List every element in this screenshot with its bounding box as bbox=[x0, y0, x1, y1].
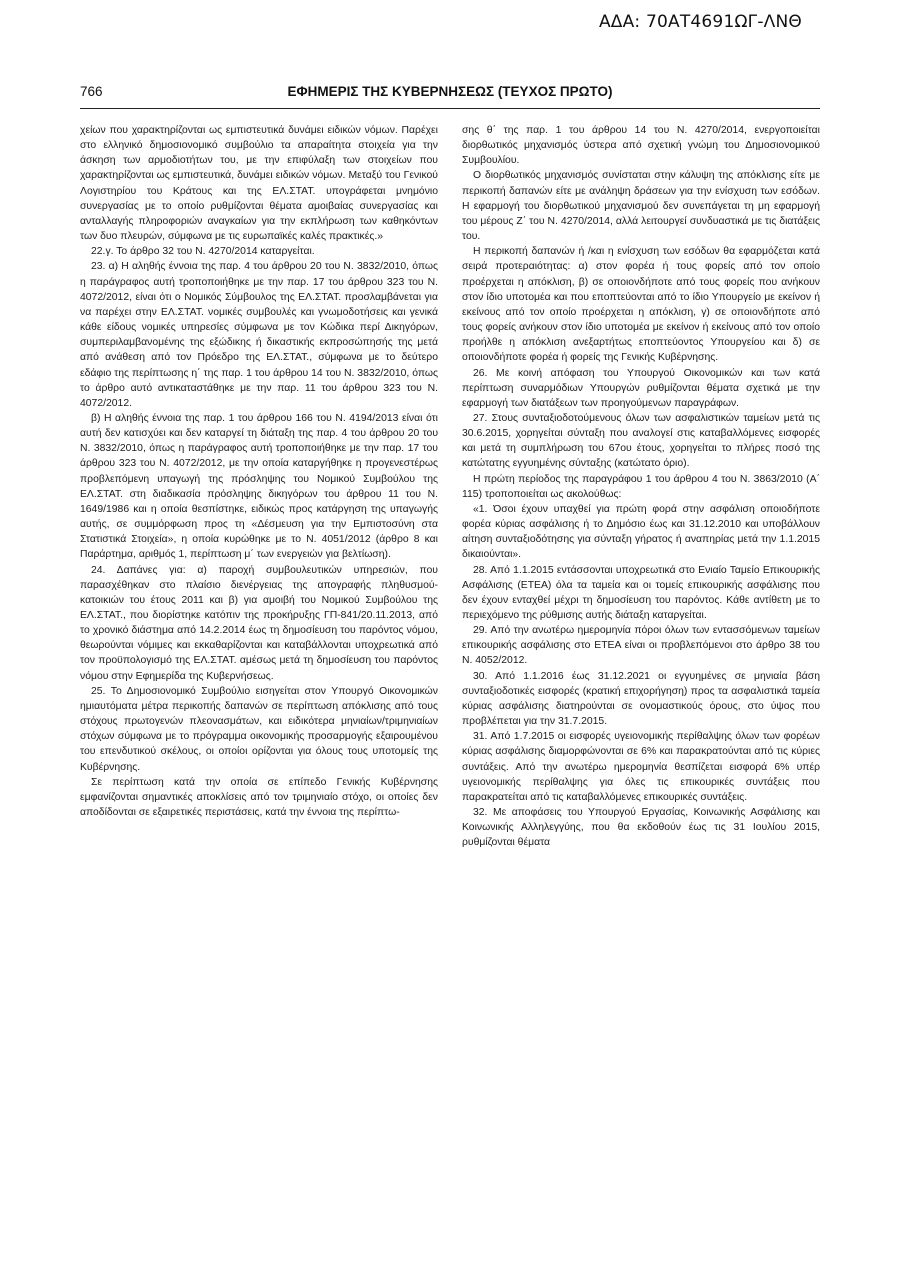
paragraph: 28. Από 1.1.2015 εντάσσονται υποχρεωτικά στο Ενιαίο Ταμείο Επικουρικής Ασφάλισης (ΕΤΕΑ) όλα τα ταμεία και οι τομείς επικουρικής ασφάλισης που δεν έχουν ενταχθεί μέχρι τη δημοσίευση του παρόντος. Κάθε αντίθετη με το περιεχόμενο της ρύθμισης αυτής διάταξη καταργείται. bbox=[462, 564, 820, 621]
paragraph: 22.γ. Το άρθρο 32 του Ν. 4270/2014 καταργείται. bbox=[91, 246, 315, 258]
paragraph: 27. Στους συνταξιοδοτούμενους όλων των ασφαλιστικών ταμείων μετά τις 30.6.2015, χορηγείται σύνταξη που αναλογεί στις καταβαλλόμενες εισφορές και μετά τη συμπλήρωση του 67ου έτους, χορηγείται το πλήρες ποσό της κατώτατης εγγυημένης σύνταξης (κατώτατο όριο). bbox=[462, 412, 820, 470]
paragraph: Ο διορθωτικός μηχανισμός συνίσταται στην κάλυψη της απόκλισης είτε με περικοπή δαπανών είτε με ανάληψη δράσεων για την ενίσχυση των εσόδων. Η εφαρμογή του διορθωτικού μηχανισμού δεν συνεπάγεται τη μη εφαρμογή του μέρους Ζ΄ του Ν. 4270/2014, αλλά λειτουργεί συνδυαστικά με τις διατάξεις του. bbox=[462, 170, 820, 243]
paragraph: 25. Το Δημοσιονομικό Συμβούλιο εισηγείται στον Υπουργό Οικονομικών ημιαυτόματα μέτρα περικοπής δαπανών σε περίπτωση απόκλισης από τους στόχους πρωτογενών πλεονασμάτων, και ειδικότερα μηνιαίων/τριμηνιαίων στόχων σύμφωνα με το πρόγραμμα οικονομικής προσαρμογής εξαιρουμένου του επενδυτικού σκέλους, οι οποίοι ορίζονται για όλους τους υποτομείς της Κυβέρνησης. bbox=[80, 685, 438, 773]
paragraph: 23. α) Η αληθής έννοια της παρ. 4 του άρθρου 20 του Ν. 3832/2010, όπως η παράγραφος αυτή τροποποιήθηκε με την παρ. 17 του άρθρου 323 του Ν. 4072/2012, είναι ότι ο Νομικός Σύμβουλος της ΕΛ.ΣΤΑΤ. προσλαμβάνεται για να παρέχει στην ΕΛ.ΣΤΑΤ. νομικές συμβουλές και γνωμοδοτήσεις και γενικά κάθε είδους νομικές υπηρεσίες σύμφωνα με τον Κώδικα περί Δικηγόρων, συμπεριλαμβανομένης της εξώδικης ή δικαστικής εκπροσώπησής της μετά από ανάθεση από τον Πρόεδρο της ΕΛ.ΣΤΑΤ., σύμφωνα με το δεύτερο εδάφιο της περίπτωσης η΄ της παρ. 1 του άρθρου 14 του Ν. 3832/2010, όπως το άρθρο αυτό αντικαταστάθηκε με την παρ. 11 του άρθρου 323 του Ν. 4072/2012. bbox=[80, 261, 438, 409]
ada-code: ΑΔΑ: 70ΑΤ4691ΩΓ-ΛΝΘ bbox=[598, 12, 802, 32]
paragraph: 30. Από 1.1.2016 έως 31.12.2021 οι εγγυημένες σε μηνιαία βάση συνταξιοδοτικές εισφορές (κρατική επιχορήγηση) προς τα ασφαλιστικά ταμεία κύριας ασφάλισης διατηρούνται σε ονομαστικούς όρους, στο ύψος που προβλέπεται για την 31.7.2015. bbox=[462, 670, 820, 728]
page-header bbox=[80, 84, 820, 106]
paragraph: β) Η αληθής έννοια της παρ. 1 του άρθρου 166 του Ν. 4194/2013 είναι ότι αυτή δεν κατισχύει και δεν καταργεί τη διάταξη της παρ. 4 του άρθρου 20 του Ν. 3832/2010, όπως η παράγραφος αυτή τροποποιήθηκε με την παρ. 17 του άρθρου 323 του Ν. 4072/2012, με την οποία καταργήθηκε η προγενεστέρως προβλεπόμενη υπαγωγή της πρόσληψης του Νομικού Συμβούλου της ΕΛ.ΣΤΑΤ. στη διαδικασία πρόσληψης δικηγόρων του άρθρου 11 του Ν. 1649/1986 και η οποία θεσπίστηκε, ειδικώς προς κατάργηση της υπαγωγής αυτής, σε συμμόρφωση προς τη «Δέσμευση για την Εμπιστοσύνη στα Στατιστικά Στοιχεία», η οποία κυρώθηκε με το Ν. 4051/2012 (άρθρο 8 και Παράρτημα, αριθμός 1, περίπτωση μ΄ των ενεργειών για βελτίωση). bbox=[80, 412, 438, 561]
paragraph: 29. Από την ανωτέρω ημερομηνία πόροι όλων των εντασσόμενων ταμείων επικουρικής ασφάλισης στο ΕΤΕΑ είναι οι προβλεπόμενοι στο άρθρο 38 του Ν. 4052/2012. bbox=[462, 625, 820, 667]
paragraph: 32. Με αποφάσεις του Υπουργού Εργασίας, Κοινωνικής Ασφάλισης και Κοινωνικής Αλληλεγγύης, που θα εκδοθούν έως τις 31 Ιουλίου 2015, ρυθμίζονται θέματα bbox=[462, 807, 820, 849]
paragraph: Η πρώτη περίοδος της παραγράφου 1 του άρθρου 4 του Ν. 3863/2010 (Α΄ 115) τροποποιείται ως ακολούθως: bbox=[462, 473, 820, 500]
paragraph: Η περικοπή δαπανών ή /και η ενίσχυση των εσόδων θα εφαρμόζεται κατά σειρά προτεραιότητας: α) στον φορέα ή τους φορείς από τον οποίο προέρχεται η απόκλιση, β) σε οποιονδήποτε από τους φορείς που ανήκουν στον ίδιο υποτομέα και που εποπτεύονται από το ίδιο Υπουργείο με εκείνον ή εκείνους από τον οποίο προέρχεται η απόκλιση, γ) σε οποιονδήποτε από τους φορείς ανήκουν στον ίδιο υποτομέα με εκείνον ή εκείνους από τον οποίο προήλθε η απόκλιση ανεξαρτήτως εποπτεύοντος Υπουργείου και δ) σε οποιονδήποτε φορέα ή φορείς της Γενικής Κυβέρνησης. bbox=[462, 246, 820, 364]
paragraph: 26. Με κοινή απόφαση του Υπουργού Οικονομικών και των κατά περίπτωση συναρμόδιων Υπουργών ρυθμίζονται θέματα σχετικά με την εφαρμογή των διατάξεων των προηγούμενων παραγράφων. bbox=[462, 367, 820, 409]
left-column bbox=[80, 123, 438, 1183]
header-rule bbox=[80, 108, 820, 109]
paragraph: χείων που χαρακτηρίζονται ως εμπιστευτικά δυνάμει ειδικών νόμων. Παρέχει στο ελληνικό δημοσιονομικό συμβούλιο τα απαραίτητα στοιχεία για την άσκηση των αρμοδιοτήτων του, με την επιφύλαξη των στοιχείων που χαρακτηρίζονται ως εμπιστευτικά, δυνάμει ειδικών νόμων. Μεταξύ του Γενικού Λογιστηρίου του Κράτους και της ΕΛ.ΣΤΑΤ. υπογράφεται μνημόνιο συνεργασίας με το οποίο ρυθμίζονται θέματα αμοιβαίας συνεργασίας και ανταλλαγής πληροφοριών αναγκαίων για την εκπλήρωση των καθηκόντων των δυο πλευρών, σύμφωνα με τις ευρωπαϊκές καλές πρακτικές.» bbox=[80, 125, 438, 243]
journal-title: ΕΦΗΜΕΡΙΣ ΤΗΣ ΚΥΒΕΡΝΗΣΕΩΣ (ΤΕΥΧΟΣ ΠΡΩΤΟ) bbox=[287, 84, 613, 99]
paragraph: 24. Δαπάνες για: α) παροχή συμβουλευτικών υπηρεσιών, που παρασχέθηκαν στο πλαίσιο διενέργειας της απογραφής πληθυσμού-κατοικιών του έτους 2011 και β) για αμοιβή του Νομικού Συμβούλου της ΕΛ.ΣΤΑΤ., που διορίστηκε κατόπιν της προκήρυξης ΓΠ-841/20.11.2013, από το χρονικό διάστημα από 14.2.2014 έως τη δημοσίευση του παρόντος νόμου, θεωρούνται νόμιμες και εκκαθαρίζονται και καταβάλλονται υποχρεωτικά από τον προϋπολογισμό της ΕΛ.ΣΤΑΤ. αμέσως μετά τη δημοσίευση του παρόντος νόμου στην Εφημερίδα της Κυβερνήσεως. bbox=[80, 564, 438, 682]
paragraph: σης θ΄ της παρ. 1 του άρθρου 14 του Ν. 4270/2014, ενεργοποιείται διορθωτικός μηχανισμός ύστερα από σχετική γνώμη του Δημοσιονομικού Συμβουλίου. bbox=[462, 125, 820, 167]
paragraph: 31. Από 1.7.2015 οι εισφορές υγειονομικής περίθαλψης όλων των φορέων κύριας ασφάλισης διαμορφώνονται σε 6% και παρακρατούνται από τις κύριες συντάξεις. Από την ανωτέρω ημερομηνία θεσπίζεται εισφορά 6% υπέρ υγειονομικής περίθαλψης για όλες τις επικουρικές συντάξεις που παρακρατείται από τις καταβαλλόμενες επικουρικές συντάξεις. bbox=[462, 731, 820, 803]
body-columns bbox=[80, 123, 820, 1183]
page-number: 766 bbox=[80, 84, 103, 99]
paragraph: «1. Όσοι έχουν υπαχθεί για πρώτη φορά στην ασφάλιση οποιοδήποτε φορέα κύριας ασφάλισης ή το Δημόσιο έως και 31.12.2010 και υποβάλλουν αίτηση συνταξιοδότησης για σύνταξη γήρατος ή αναπηρίας μετά την 1.1.2015 δικαιούνται». bbox=[462, 503, 820, 561]
paragraph: Σε περίπτωση κατά την οποία σε επίπεδο Γενικής Κυβέρνησης εμφανίζονται σημαντικές αποκλίσεις από τον τριμηνιαίο στόχο, οι οποίες δεν αποδίδονται σε εξαιρετικές περιστάσεις, κατά την έννοια της περίπτω- bbox=[80, 776, 438, 819]
right-column bbox=[462, 123, 820, 1183]
